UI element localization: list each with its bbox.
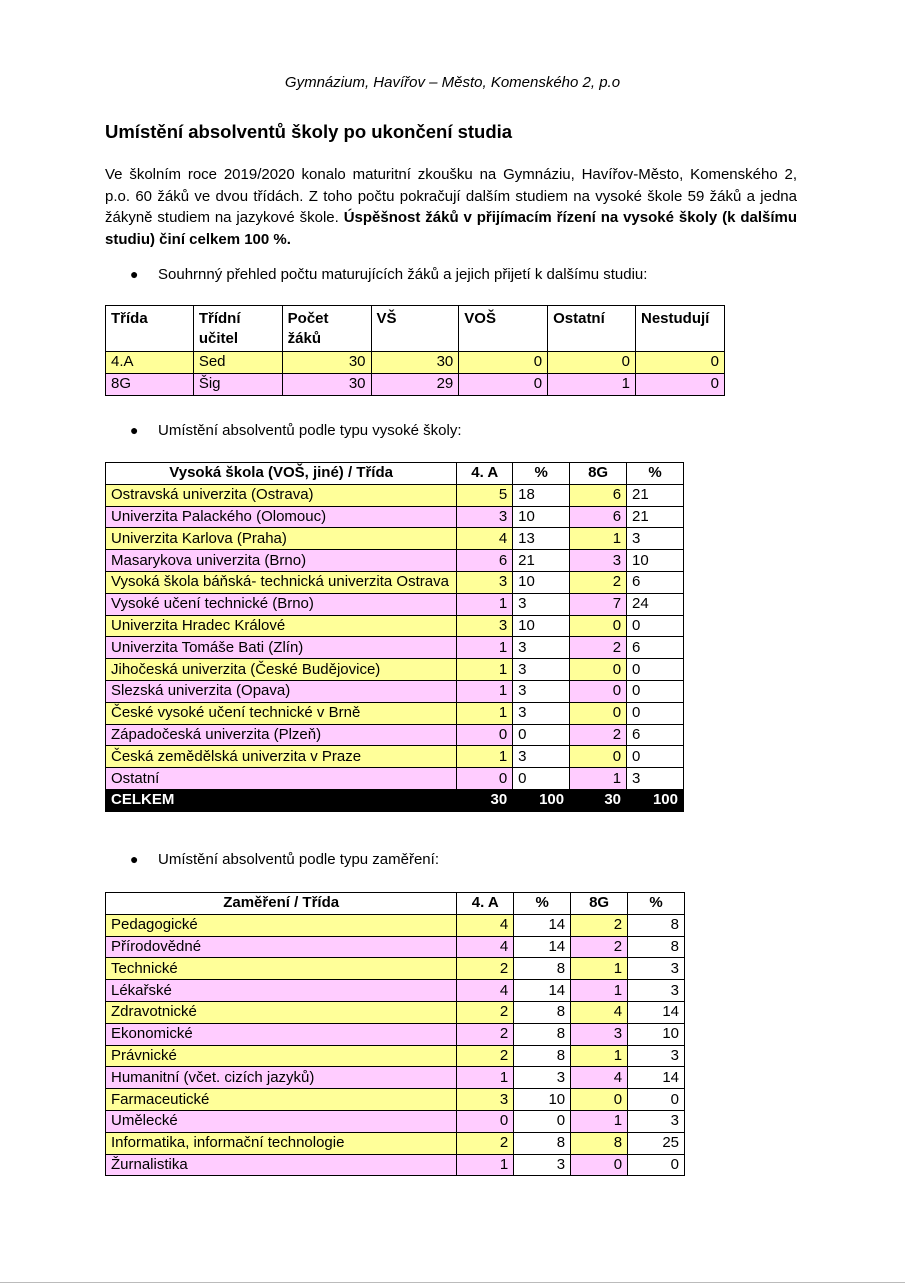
table-cell-number: 6 xyxy=(627,724,684,746)
bullet-text: Souhrnný přehled počtu maturujících žáků a jejich přijetí k dalšímu studiu: xyxy=(158,266,648,283)
table-cell-number: 6 xyxy=(570,484,627,506)
table-cell-number: 21 xyxy=(627,506,684,528)
table-cell-label: Pedagogické xyxy=(106,914,457,936)
table-cell-number: 5 xyxy=(457,484,513,506)
table-row xyxy=(106,1154,685,1176)
table-cell-number: 3 xyxy=(457,571,513,593)
table-cell-number: 10 xyxy=(513,615,570,637)
bullet-text: Umístění absolventů podle typu zaměření: xyxy=(158,851,439,868)
table-cell-number: 0 xyxy=(514,1110,571,1132)
table-cell-number: 1 xyxy=(571,1045,628,1067)
table-cell-number: 8 xyxy=(628,914,685,936)
table-row xyxy=(106,1045,685,1067)
table-cell-number: 1 xyxy=(571,980,628,1002)
table-cell-number: 21 xyxy=(627,484,684,506)
table-cell-number: 2 xyxy=(457,958,514,980)
table-cell-number: 14 xyxy=(628,1067,685,1089)
table-cell-number: 0 xyxy=(457,724,513,746)
table-cell-number: 0 xyxy=(571,1154,628,1176)
table-cell-number: 1 xyxy=(548,373,636,395)
table-row xyxy=(106,746,684,768)
table-row xyxy=(106,528,684,550)
table-row xyxy=(106,373,725,395)
table-cell-number: 4 xyxy=(457,528,513,550)
table-cell-number: 8 xyxy=(514,1023,571,1045)
table-cell-number: 1 xyxy=(457,1067,514,1089)
table-cell-number: 1 xyxy=(457,746,513,768)
table-cell-number: 1 xyxy=(570,528,627,550)
table-cell-label: Humanitní (včet. cizích jazyků) xyxy=(106,1067,457,1089)
table-cell-number: 1 xyxy=(457,1154,514,1176)
total-number: 30 xyxy=(457,789,513,811)
table-cell-number: 10 xyxy=(627,550,684,572)
table-cell-label: Informatika, informační technologie xyxy=(106,1132,457,1154)
bullet-dot-icon: ● xyxy=(130,422,139,438)
total-label: CELKEM xyxy=(106,789,457,811)
column-header: VOŠ xyxy=(459,306,548,352)
column-header: % xyxy=(513,463,570,485)
column-header: Zaměření / Třída xyxy=(106,893,457,915)
table-cell-number: 3 xyxy=(457,506,513,528)
table-cell-label: Zdravotnické xyxy=(106,1001,457,1023)
table-cell-label: Technické xyxy=(106,958,457,980)
university-table xyxy=(105,462,684,812)
table-cell-number: 8 xyxy=(514,958,571,980)
table-cell-number: 1 xyxy=(457,680,513,702)
column-header: Třída xyxy=(106,306,194,352)
table-row xyxy=(106,637,684,659)
table-cell-number: 0 xyxy=(570,680,627,702)
table-cell-number: 3 xyxy=(513,702,570,724)
table-cell-number: 2 xyxy=(571,914,628,936)
table-cell-number: 0 xyxy=(513,768,570,790)
table-cell-number: 3 xyxy=(513,659,570,681)
table-cell-number: 10 xyxy=(513,506,570,528)
table-cell-number: 1 xyxy=(457,637,513,659)
table-row xyxy=(106,484,684,506)
focus-table-header xyxy=(106,893,685,915)
table-cell-number: 4 xyxy=(457,936,514,958)
table-cell-number: 14 xyxy=(514,914,571,936)
table-cell-number: 3 xyxy=(571,1023,628,1045)
table-row xyxy=(106,506,684,528)
table-cell-number: 10 xyxy=(514,1089,571,1111)
table-row xyxy=(106,914,685,936)
table-cell-number: 4 xyxy=(571,1001,628,1023)
column-header: 8G xyxy=(571,893,628,915)
table-row xyxy=(106,1001,685,1023)
total-row xyxy=(106,789,684,811)
table-cell-label: Česká zemědělská univerzita v Praze xyxy=(106,746,457,768)
table-cell-number: 4 xyxy=(457,914,514,936)
summary-table-header xyxy=(106,306,725,352)
table-row xyxy=(106,659,684,681)
table-cell-number: 3 xyxy=(628,958,685,980)
table-row xyxy=(106,1132,685,1154)
university-table-header xyxy=(106,463,684,485)
table-row xyxy=(106,593,684,615)
table-cell-number: 30 xyxy=(282,352,371,374)
table-cell-label: Přírodovědné xyxy=(106,936,457,958)
table-cell-label: Právnické xyxy=(106,1045,457,1067)
column-header: Ostatní xyxy=(548,306,636,352)
table-cell-number: 0 xyxy=(459,352,548,374)
table-cell-number: 18 xyxy=(513,484,570,506)
table-cell-label: Jihočeská univerzita (České Budějovice) xyxy=(106,659,457,681)
table-cell-number: 8 xyxy=(514,1001,571,1023)
table-cell-number: 1 xyxy=(457,659,513,681)
table-cell-label: Farmaceutické xyxy=(106,1089,457,1111)
table-cell-label: Masarykova univerzita (Brno) xyxy=(106,550,457,572)
table-cell-number: 25 xyxy=(628,1132,685,1154)
column-header: % xyxy=(514,893,571,915)
table-cell-number: 2 xyxy=(457,1132,514,1154)
table-cell-number: 3 xyxy=(513,637,570,659)
table-cell-number: 2 xyxy=(457,1045,514,1067)
table-cell-number: 2 xyxy=(570,571,627,593)
table-cell-number: 1 xyxy=(571,1110,628,1132)
table-cell-number: 2 xyxy=(570,724,627,746)
table-cell-number: 4 xyxy=(457,980,514,1002)
table-cell-number: 0 xyxy=(570,615,627,637)
page-bottom-rule xyxy=(0,1282,905,1283)
table-cell-number: 0 xyxy=(457,768,513,790)
bullet-dot-icon: ● xyxy=(130,266,139,282)
intro-text: Ve školním roce 2019/2020 konalo maturitní zkoušku na Gymnáziu, Havířov-Město, Komenského 2, p.o. 60 žáků ve dvou třídách. Z toho počtu pokračují dalším studiem na vysoké škole 59 žáků a jedna žákyně studiem na jazykové škole. xyxy=(105,166,797,226)
table-cell-text: Sed xyxy=(193,352,282,374)
table-cell-label: Univerzita Palackého (Olomouc) xyxy=(106,506,457,528)
column-header: % xyxy=(627,463,684,485)
table-cell-label: Žurnalistika xyxy=(106,1154,457,1176)
intro-paragraph xyxy=(105,164,797,250)
table-row xyxy=(106,680,684,702)
table-cell-label: Západočeská univerzita (Plzeň) xyxy=(106,724,457,746)
table-cell-number: 13 xyxy=(513,528,570,550)
table-row xyxy=(106,958,685,980)
table-cell-label: Univerzita Hradec Králové xyxy=(106,615,457,637)
table-cell-number: 3 xyxy=(457,615,513,637)
table-cell-number: 6 xyxy=(570,506,627,528)
table-cell-number: 29 xyxy=(371,373,459,395)
table-cell-text: 4.A xyxy=(106,352,194,374)
table-cell-number: 3 xyxy=(628,1110,685,1132)
table-cell-label: Univerzita Tomáše Bati (Zlín) xyxy=(106,637,457,659)
table-cell-number: 8 xyxy=(514,1045,571,1067)
table-cell-number: 6 xyxy=(627,637,684,659)
table-cell-number: 3 xyxy=(514,1067,571,1089)
table-cell-number: 0 xyxy=(628,1154,685,1176)
table-cell-text: Šig xyxy=(193,373,282,395)
table-cell-number: 0 xyxy=(548,352,636,374)
table-cell-number: 1 xyxy=(457,702,513,724)
table-cell-number: 0 xyxy=(627,659,684,681)
table-cell-number: 6 xyxy=(457,550,513,572)
table-cell-label: Vysoké učení technické (Brno) xyxy=(106,593,457,615)
bullet-focus xyxy=(130,851,439,868)
table-cell-number: 3 xyxy=(628,1045,685,1067)
table-cell-number: 3 xyxy=(513,746,570,768)
table-cell-number: 0 xyxy=(571,1089,628,1111)
table-cell-number: 30 xyxy=(282,373,371,395)
table-cell-text: 8G xyxy=(106,373,194,395)
column-header: 4. A xyxy=(457,463,513,485)
document-header: Gymnázium, Havířov – Město, Komenského 2, p.o xyxy=(284,74,621,91)
table-cell-number: 24 xyxy=(627,593,684,615)
table-cell-label: České vysoké učení technické v Brně xyxy=(106,702,457,724)
table-cell-number: 8 xyxy=(628,936,685,958)
table-row xyxy=(106,571,684,593)
table-row xyxy=(106,352,725,374)
table-cell-number: 3 xyxy=(628,980,685,1002)
table-row xyxy=(106,1089,685,1111)
table-cell-number: 14 xyxy=(628,1001,685,1023)
table-cell-number: 2 xyxy=(457,1001,514,1023)
table-row xyxy=(106,1067,685,1089)
table-cell-number: 1 xyxy=(457,593,513,615)
table-cell-number: 3 xyxy=(513,593,570,615)
table-cell-number: 7 xyxy=(570,593,627,615)
table-row xyxy=(106,980,685,1002)
table-cell-label: Ekonomické xyxy=(106,1023,457,1045)
column-header: 4. A xyxy=(457,893,514,915)
table-cell-number: 0 xyxy=(627,746,684,768)
table-cell-number: 6 xyxy=(627,571,684,593)
table-cell-number: 8 xyxy=(571,1132,628,1154)
focus-table xyxy=(105,892,685,1176)
intro-bold-text: Úspěšnost žáků v přijímacím řízení na vysoké školy (k dalšímu studiu) činí celkem 100 %. xyxy=(105,209,797,248)
table-cell-number: 0 xyxy=(570,746,627,768)
table-cell-number: 10 xyxy=(513,571,570,593)
table-cell-number: 14 xyxy=(514,936,571,958)
table-cell-label: Slezská univerzita (Opava) xyxy=(106,680,457,702)
table-row xyxy=(106,1110,685,1132)
table-cell-label: Univerzita Karlova (Praha) xyxy=(106,528,457,550)
table-cell-number: 0 xyxy=(635,352,724,374)
total-number: 100 xyxy=(513,789,570,811)
table-cell-number: 21 xyxy=(513,550,570,572)
table-cell-number: 30 xyxy=(371,352,459,374)
table-row xyxy=(106,724,684,746)
table-cell-number: 1 xyxy=(571,958,628,980)
table-cell-number: 8 xyxy=(514,1132,571,1154)
table-cell-number: 4 xyxy=(571,1067,628,1089)
table-cell-number: 3 xyxy=(514,1154,571,1176)
table-row xyxy=(106,550,684,572)
table-cell-number: 0 xyxy=(635,373,724,395)
table-cell-number: 0 xyxy=(570,659,627,681)
column-header: Třídní učitel xyxy=(193,306,282,352)
summary-table xyxy=(105,305,725,396)
page-title: Umístění absolventů školy po ukončení studia xyxy=(105,121,513,142)
total-number: 100 xyxy=(627,789,684,811)
table-row xyxy=(106,702,684,724)
column-header: Počet žáků xyxy=(282,306,371,352)
bullet-text: Umístění absolventů podle typu vysoké školy: xyxy=(158,422,462,439)
table-cell-number: 0 xyxy=(457,1110,514,1132)
column-header: 8G xyxy=(570,463,627,485)
table-cell-label: Umělecké xyxy=(106,1110,457,1132)
table-cell-number: 2 xyxy=(571,936,628,958)
bullet-summary xyxy=(130,266,647,283)
table-cell-label: Lékařské xyxy=(106,980,457,1002)
table-cell-number: 3 xyxy=(457,1089,514,1111)
column-header: Vysoká škola (VOŠ, jiné) / Třída xyxy=(106,463,457,485)
table-cell-label: Ostravská univerzita (Ostrava) xyxy=(106,484,457,506)
table-cell-number: 2 xyxy=(457,1023,514,1045)
total-number: 30 xyxy=(570,789,627,811)
table-cell-label: Vysoká škola báňská- technická univerzita Ostrava xyxy=(106,571,457,593)
table-cell-number: 3 xyxy=(627,528,684,550)
table-cell-number: 0 xyxy=(627,702,684,724)
table-cell-number: 0 xyxy=(627,615,684,637)
column-header: Nestudují xyxy=(635,306,724,352)
table-cell-number: 14 xyxy=(514,980,571,1002)
table-cell-number: 0 xyxy=(570,702,627,724)
table-cell-number: 3 xyxy=(627,768,684,790)
bullet-dot-icon: ● xyxy=(130,851,139,867)
table-row xyxy=(106,615,684,637)
table-row xyxy=(106,768,684,790)
table-cell-number: 0 xyxy=(459,373,548,395)
table-cell-number: 0 xyxy=(513,724,570,746)
column-header: VŠ xyxy=(371,306,459,352)
table-cell-label: Ostatní xyxy=(106,768,457,790)
table-cell-number: 3 xyxy=(570,550,627,572)
table-cell-number: 0 xyxy=(628,1089,685,1111)
table-row xyxy=(106,936,685,958)
table-cell-number: 10 xyxy=(628,1023,685,1045)
table-cell-number: 1 xyxy=(570,768,627,790)
table-cell-number: 3 xyxy=(513,680,570,702)
table-cell-number: 0 xyxy=(627,680,684,702)
table-row xyxy=(106,1023,685,1045)
table-cell-number: 2 xyxy=(570,637,627,659)
bullet-universities xyxy=(130,422,462,439)
column-header: % xyxy=(628,893,685,915)
